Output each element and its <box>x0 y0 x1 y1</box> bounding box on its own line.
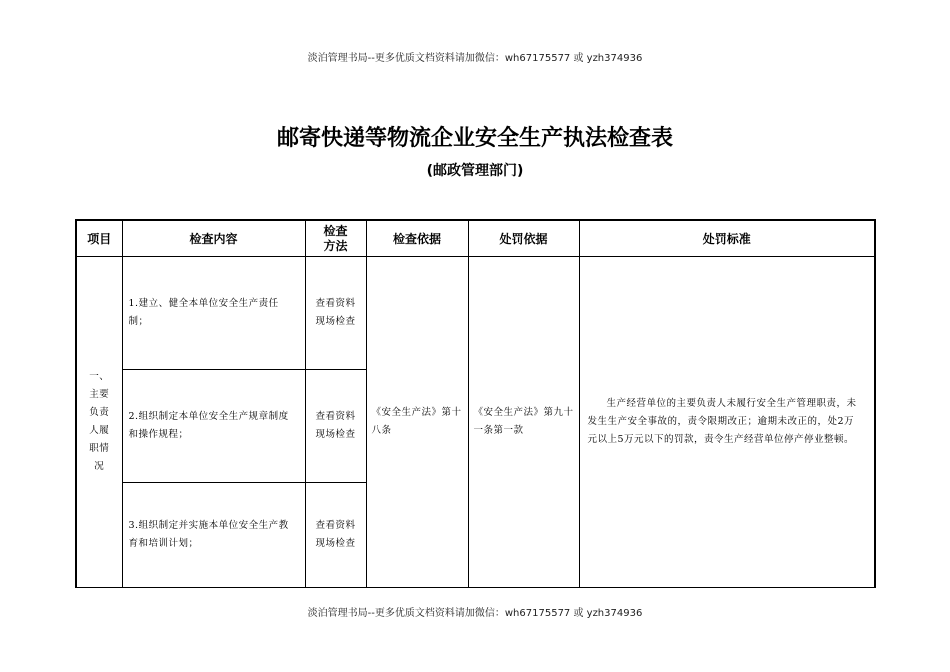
content-cell: 2.组织制定本单位安全生产规章制度和操作规程； <box>122 370 305 483</box>
inspection-table <box>75 219 876 588</box>
header-item: 项目 <box>76 220 122 257</box>
header-penalty-basis: 处罚依据 <box>468 220 579 257</box>
document-title: 邮寄快递等物流企业安全生产执法检查表 <box>276 125 673 151</box>
basis-cell: 《安全生产法》第十八条 <box>366 257 468 588</box>
method-line: 现场检查 <box>315 316 356 327</box>
content-cell: 1.建立、健全本单位安全生产责任制； <box>122 257 305 370</box>
header-method-line1: 检查 <box>323 223 348 238</box>
penalty-standard-cell <box>579 257 875 588</box>
item-label-line: 主要 <box>89 389 110 400</box>
item-label-line: 负责 <box>89 407 110 418</box>
item-label-line: 一、 <box>89 371 110 382</box>
method-cell <box>305 257 366 370</box>
table-row <box>76 257 875 370</box>
section-item-label <box>76 257 122 588</box>
penalty-basis-cell: 《安全生产法》第九十一条第一款 <box>468 257 579 588</box>
header-method <box>305 220 366 257</box>
footer-note: 淡泊管理书局--更多优质文档资料请加微信：wh67175577 或 yzh374936 <box>307 608 643 619</box>
method-cell <box>305 483 366 588</box>
item-label-line: 人履 <box>89 425 110 436</box>
penalty-standard-text: 生产经营单位的主要负责人未履行安全生产管理职责，未发生生产安全事故的，责令限期改正；逾期未改正的，处2万元以上5万元以下的罚款，责令生产经营单位停产停业整顿。 <box>587 398 857 445</box>
header-method-line2: 方法 <box>323 238 348 253</box>
method-line: 现场检查 <box>315 538 356 549</box>
header-content: 检查内容 <box>122 220 305 257</box>
method-line: 查看资料 <box>315 411 356 422</box>
header-basis: 检查依据 <box>366 220 468 257</box>
table-header-row <box>76 220 875 257</box>
method-line: 查看资料 <box>315 520 356 531</box>
document-subtitle: (邮政管理部门) <box>426 163 524 179</box>
item-label-line: 职情 <box>89 443 110 454</box>
item-label-line: 况 <box>94 461 105 472</box>
header-penalty-standard: 处罚标准 <box>579 220 875 257</box>
content-cell: 3.组织制定并实施本单位安全生产教育和培训计划； <box>122 483 305 588</box>
method-cell <box>305 370 366 483</box>
header-note: 淡泊管理书局--更多优质文档资料请加微信：wh67175577 或 yzh374936 <box>307 53 643 64</box>
method-line: 现场检查 <box>315 429 356 440</box>
method-line: 查看资料 <box>315 298 356 309</box>
